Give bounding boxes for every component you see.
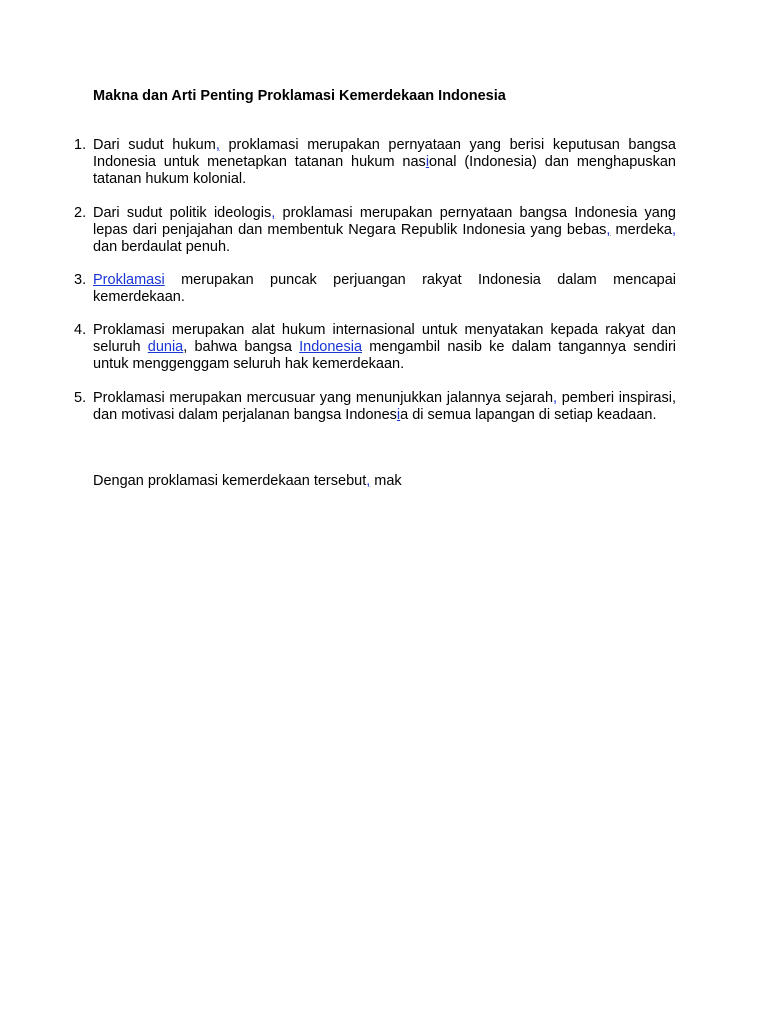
list-item-text: Proklamasi merupakan puncak perjuangan rakyat Indonesia dalam mencapai kemerdekaan. [93, 272, 676, 305]
inline-link-mark[interactable]: , [553, 390, 558, 406]
list-item [74, 272, 676, 306]
dunia-link[interactable]: dunia [147, 339, 184, 355]
list-item [74, 205, 676, 256]
list-item-text: Proklamasi merupakan mercusuar yang menunjukkan jalannya sejarah, pemberi inspirasi, dan motivasi dalam perjalanan bangsa Indonesia di semua lapangan di setiap keadaan. [93, 390, 676, 423]
inline-link-mark[interactable]: , [606, 222, 611, 238]
closing-paragraph: Dengan proklamasi kemerdekaan tersebut, mak [93, 473, 402, 489]
list-item-number: 5. [74, 390, 87, 406]
indonesia-link[interactable]: Indonesia [299, 339, 363, 355]
inline-link-mark[interactable]: i [425, 154, 430, 170]
list-item [74, 137, 676, 188]
list-item [74, 322, 676, 373]
list-item-text: Proklamasi merupakan alat hukum internasional untuk menyatakan kepada rakyat dan seluruh dunia, bahwa bangsa Indonesia mengambil nasib ke dalam tangannya sendiri untuk menggenggam seluruh hak kemerdekaan. [93, 322, 676, 372]
inline-link-mark[interactable]: , [366, 473, 371, 489]
proklamasi-link[interactable]: Proklamasi [93, 272, 165, 288]
list-item-number: 3. [74, 272, 87, 288]
list-item-number: 2. [74, 205, 87, 221]
inline-link-mark[interactable]: , [215, 137, 220, 153]
list-item-text: Dari sudut hukum, proklamasi merupakan pernyataan yang berisi keputusan bangsa Indonesia untuk menetapkan tatanan hukum nasional (Indonesia) dan menghapuskan tatanan hukum kolonial. [93, 137, 676, 187]
list-item [74, 390, 676, 424]
inline-link-mark[interactable]: i [396, 407, 401, 423]
inline-link-mark[interactable]: , [271, 205, 276, 221]
list-item-number: 4. [74, 322, 87, 338]
list-item-text: Dari sudut politik ideologis, proklamasi merupakan pernyataan bangsa Indonesia yang lepas dari penjajahan dan membentuk Negara Republik Indonesia yang bebas, merdeka, dan berdaulat penuh. [93, 205, 677, 255]
inline-link-mark[interactable]: , [671, 222, 676, 238]
list-item-number: 1. [74, 137, 87, 153]
document-title: Makna dan Arti Penting Proklamasi Kemerdekaan Indonesia [93, 88, 506, 104]
